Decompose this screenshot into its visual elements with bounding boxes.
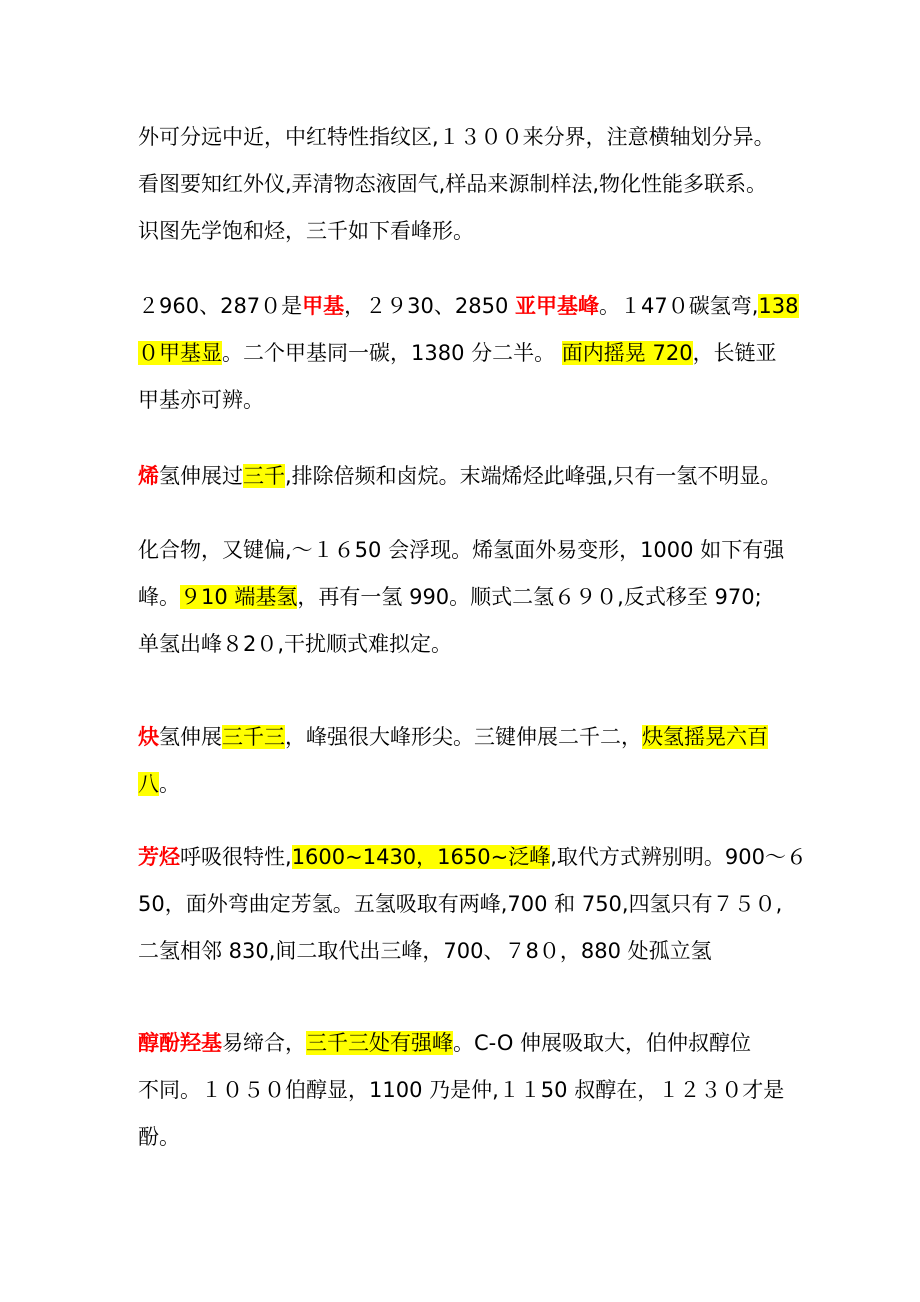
paragraph-intro <box>138 114 788 255</box>
text-line <box>138 834 807 881</box>
paragraph-alkyne <box>138 714 788 808</box>
text-line: 化合物，又键偏,～１６50 会浮现。烯氢面外易变形，1000 如下有强 <box>138 538 785 562</box>
text-line: 单氢出峰８2０,干扰顺式难拟定。 <box>138 632 453 656</box>
text-run: ２960、287０是 <box>138 294 303 318</box>
text-run: ，２９30、2850 <box>344 294 516 318</box>
text-run: ,取代方式辨别明。900～６ <box>550 845 807 869</box>
keyword-alkene: 烯 <box>138 464 159 488</box>
text-line <box>138 453 788 500</box>
text-run: 。C-O 伸展吸取大，伯仲叔醇位 <box>453 1031 752 1055</box>
highlight-text: ０甲基显 <box>138 341 222 365</box>
text-line <box>138 283 799 330</box>
highlight-text: 三千三 <box>222 725 285 749</box>
text-line: 二氢相邻 830,间二取代出三峰，700、７8０，880 处孤立氢 <box>138 939 712 963</box>
text-run: 。 <box>159 772 180 796</box>
text-run: ，峰强很大峰形尖。三键伸展二千二， <box>285 725 642 749</box>
highlight-text: 面内摇晃 720 <box>561 341 693 365</box>
text-line: 50，面外弯曲定芳氢。五氢吸取有两峰,700 和 750,四氢只有７５０, <box>138 892 783 916</box>
text-run: ，长链亚 <box>692 341 777 365</box>
text-line: 酚。 <box>138 1125 180 1149</box>
paragraph-alkane <box>138 283 799 424</box>
text-run: 峰。 <box>138 585 180 609</box>
highlight-text: 三千三处有强峰 <box>306 1031 453 1055</box>
text-line: 不同。１０５０伯醇显，1100 乃是仲,１１50 叔醇在，１２３０才是 <box>138 1078 785 1102</box>
paragraph-alcohol-phenol <box>138 1020 788 1161</box>
highlight-text: 八 <box>138 772 159 796</box>
highlight-text: 1600~1430，1650~泛峰 <box>291 845 551 869</box>
keyword-methylene-peak: 亚甲基峰 <box>515 294 600 318</box>
keyword-hydroxyl: 醇酚羟基 <box>138 1031 222 1055</box>
text-run: 呼吸很特性, <box>180 845 292 869</box>
text-line: 识图先学饱和烃，三千如下看峰形。 <box>138 219 474 243</box>
text-line <box>138 1020 788 1067</box>
text-run: 。二个甲基同一碳，1380 分二半。 <box>222 341 562 365</box>
keyword-methyl: 甲基 <box>302 294 345 318</box>
highlight-text: 三千 <box>243 464 285 488</box>
paragraph-alkene-bend <box>138 527 788 668</box>
text-line: 外可分远中近，中红特性指纹区,１３００来分界，注意横轴划分异。 <box>138 125 775 149</box>
keyword-aromatic: 芳烃 <box>138 845 180 869</box>
highlight-text: 炔氢摇晃六百 <box>642 725 768 749</box>
highlight-text: 138 <box>758 294 799 318</box>
text-line <box>138 330 788 377</box>
text-run: 氢伸展过 <box>159 464 243 488</box>
text-run: 易缔合， <box>222 1031 306 1055</box>
text-run: 氢伸展 <box>159 725 222 749</box>
text-run: 。１47０碳氢弯, <box>599 294 759 318</box>
text-run: ,排除倍频和卤烷。末端烯烃此峰强,只有一氢不明显。 <box>285 464 782 488</box>
text-line <box>138 714 788 761</box>
text-line: 甲基亦可辨。 <box>138 388 264 412</box>
text-line: 看图要知红外仪,弄清物态液固气,样品来源制样法,物化性能多联系。 <box>138 172 768 196</box>
highlight-text: ９10 端基氢 <box>180 585 298 609</box>
keyword-alkyne: 炔 <box>138 725 159 749</box>
text-run: ，再有一氢 990。顺式二氢６９０,反式移至 970; <box>297 585 762 609</box>
paragraph-alkene-stretch <box>138 453 788 500</box>
paragraph-aromatic <box>138 834 807 975</box>
text-line <box>138 574 788 621</box>
text-line <box>138 761 788 808</box>
